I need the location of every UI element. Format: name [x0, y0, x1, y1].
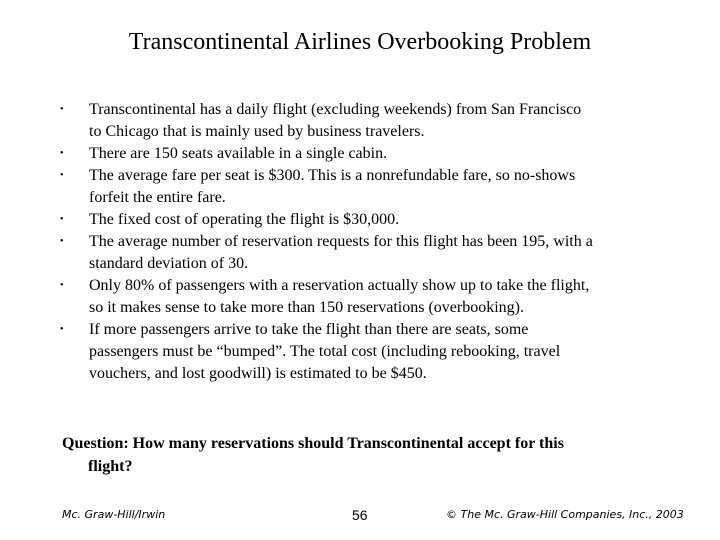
bullet-icon: •: [60, 236, 64, 247]
bullet-icon: •: [60, 324, 64, 335]
bullet-item-1: [0, 99, 669, 143]
bullet-line: forfeit the entire fare.: [89, 189, 226, 206]
bullet-icon: •: [60, 214, 64, 225]
bullet-line: standard deviation of 30.: [89, 255, 249, 272]
bullet-item-6: [0, 275, 669, 319]
bullet-icon: •: [60, 280, 64, 291]
question-line: Question: How many reservations should Transcontinental accept for this: [62, 435, 564, 452]
bullet-line: vouchers, and lost goodwill) is estimated to be $450.: [89, 365, 427, 382]
bullet-list: [0, 99, 720, 385]
bullet-line: If more passengers arrive to take the flight than there are seats, some: [89, 321, 529, 338]
bullet-line: There are 150 seats available in a single cabin.: [89, 145, 388, 162]
footer-copyright: © The Mc. Graw-Hill Companies, Inc., 2003: [446, 508, 684, 521]
bullet-icon: •: [60, 148, 64, 159]
bullet-icon: •: [60, 104, 64, 115]
slide-title: Transcontinental Airlines Overbooking Problem: [128, 29, 592, 55]
bullet-line: Transcontinental has a daily flight (excluding weekends) from San Francisco: [89, 101, 582, 118]
bullet-item-3: [0, 165, 669, 209]
footer: [0, 508, 720, 528]
bullet-item-7: [0, 319, 669, 385]
bullet-item-4: [0, 209, 669, 231]
bullet-line: The average number of reservation requests for this flight has been 195, with a: [89, 233, 593, 250]
page-number: 56: [352, 507, 368, 523]
bullet-line: The average fare per seat is $300. This is a nonrefundable fare, so no-shows: [89, 167, 576, 184]
bullet-line: so it makes sense to take more than 150 reservations (overbooking).: [89, 299, 524, 316]
bullet-line: Only 80% of passengers with a reservation actually show up to take the flight,: [89, 277, 590, 294]
bullet-line: passengers must be “bumped”. The total cost (including rebooking, travel: [89, 343, 561, 360]
question-line: flight?: [88, 458, 133, 475]
question-text: [62, 432, 672, 478]
bullet-icon: •: [60, 170, 64, 181]
bullet-line: to Chicago that is mainly used by business travelers.: [89, 123, 425, 140]
footer-publisher: Mc. Graw-Hill/Irwin: [62, 508, 166, 521]
bullet-line: The fixed cost of operating the flight is $30,000.: [89, 211, 400, 228]
bullet-item-2: [0, 143, 669, 165]
bullet-item-5: [0, 231, 669, 275]
